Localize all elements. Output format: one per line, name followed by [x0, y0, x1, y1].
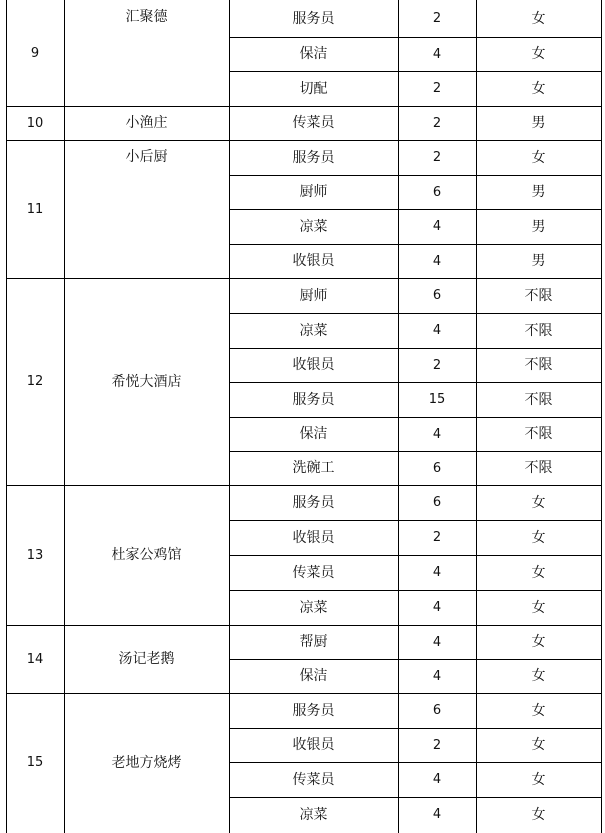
gender-cell: 女: [531, 702, 546, 719]
restaurant-name: 汇聚德: [125, 9, 168, 25]
headcount-cell: 4: [432, 46, 442, 62]
row-number: 9: [30, 45, 40, 61]
gender-cell: 不限: [524, 322, 553, 339]
position-cell: 凉菜: [299, 218, 328, 235]
position-cell: 传菜员: [292, 771, 335, 788]
position-cell: 传菜员: [292, 564, 335, 581]
headcount-cell: 2: [432, 150, 442, 165]
position-cell: 洗碗工: [292, 460, 335, 476]
position-cell: 收银员: [292, 737, 335, 753]
headcount-cell: 2: [432, 530, 442, 545]
position-cell: 收银员: [292, 529, 335, 546]
position-cell: 厨师: [299, 184, 328, 200]
position-cell: 服务员: [292, 149, 335, 166]
gender-cell: 女: [531, 149, 546, 166]
restaurant-name: 希悦大酒店: [111, 373, 182, 390]
headcount-cell: 15: [428, 392, 446, 407]
gender-cell: 不限: [524, 391, 553, 408]
position-cell: 凉菜: [299, 599, 328, 616]
headcount-cell: 2: [432, 11, 442, 26]
row-number: 11: [26, 201, 44, 217]
headcount-cell: 4: [432, 253, 442, 269]
row-number: 14: [26, 651, 44, 667]
headcount-cell: 6: [432, 703, 442, 718]
headcount-cell: 6: [432, 288, 442, 303]
row-number: 12: [26, 374, 44, 389]
gender-cell: 女: [531, 46, 546, 62]
headcount-cell: 2: [432, 115, 442, 131]
position-cell: 收银员: [292, 357, 335, 373]
restaurant-name: 汤记老鹅: [118, 651, 175, 667]
gender-cell: 男: [531, 184, 546, 200]
headcount-cell: 4: [432, 634, 442, 650]
gender-cell: 女: [531, 529, 546, 546]
headcount-cell: 2: [432, 357, 442, 373]
headcount-cell: 4: [432, 323, 442, 338]
headcount-cell: 4: [432, 426, 442, 442]
gender-cell: 男: [531, 253, 546, 269]
position-cell: 凉菜: [299, 322, 328, 339]
position-cell: 厨师: [299, 287, 328, 304]
gender-cell: 女: [531, 599, 546, 616]
position-cell: 切配: [299, 80, 328, 97]
headcount-cell: 2: [432, 81, 442, 96]
headcount-cell: 6: [432, 495, 442, 510]
restaurant-name: 小渔庄: [125, 115, 168, 131]
position-cell: 服务员: [292, 702, 335, 719]
headcount-cell: 4: [432, 219, 442, 234]
gender-cell: 不限: [524, 426, 553, 442]
position-cell: 传菜员: [292, 115, 335, 131]
headcount-cell: 4: [432, 807, 442, 822]
position-cell: 服务员: [292, 391, 335, 408]
position-cell: 保洁: [299, 46, 328, 62]
row-number: 13: [26, 547, 44, 563]
position-cell: 服务员: [292, 494, 335, 511]
row-number: 10: [26, 115, 44, 131]
restaurant-name: 小后厨: [125, 149, 168, 165]
gender-cell: 不限: [524, 357, 553, 373]
gender-cell: 男: [531, 115, 546, 131]
gender-cell: 不限: [524, 460, 553, 476]
gender-cell: 女: [531, 80, 546, 97]
restaurant-name: 杜家公鸡馆: [111, 547, 182, 563]
gender-cell: 女: [531, 668, 546, 684]
gender-cell: 女: [531, 737, 546, 753]
row-number: 15: [26, 755, 44, 770]
headcount-cell: 4: [432, 668, 442, 684]
gender-cell: 女: [531, 771, 546, 788]
headcount-cell: 6: [432, 184, 442, 200]
gender-cell: 女: [531, 10, 546, 27]
gender-cell: 不限: [524, 287, 553, 304]
gender-cell: 女: [531, 564, 546, 581]
headcount-cell: 4: [432, 772, 442, 787]
gender-cell: 男: [531, 218, 546, 235]
position-cell: 保洁: [299, 426, 328, 442]
gender-cell: 女: [531, 806, 546, 823]
gender-cell: 女: [531, 634, 546, 650]
headcount-cell: 4: [432, 565, 442, 580]
position-cell: 帮厨: [299, 634, 328, 650]
headcount-cell: 6: [432, 460, 442, 476]
position-cell: 收银员: [292, 253, 335, 269]
headcount-cell: 4: [432, 600, 442, 615]
headcount-cell: 2: [432, 737, 442, 753]
restaurant-name: 老地方烧烤: [111, 754, 182, 771]
position-cell: 服务员: [292, 10, 335, 27]
position-cell: 凉菜: [299, 806, 328, 823]
gender-cell: 女: [531, 494, 546, 511]
position-cell: 保洁: [299, 668, 328, 684]
